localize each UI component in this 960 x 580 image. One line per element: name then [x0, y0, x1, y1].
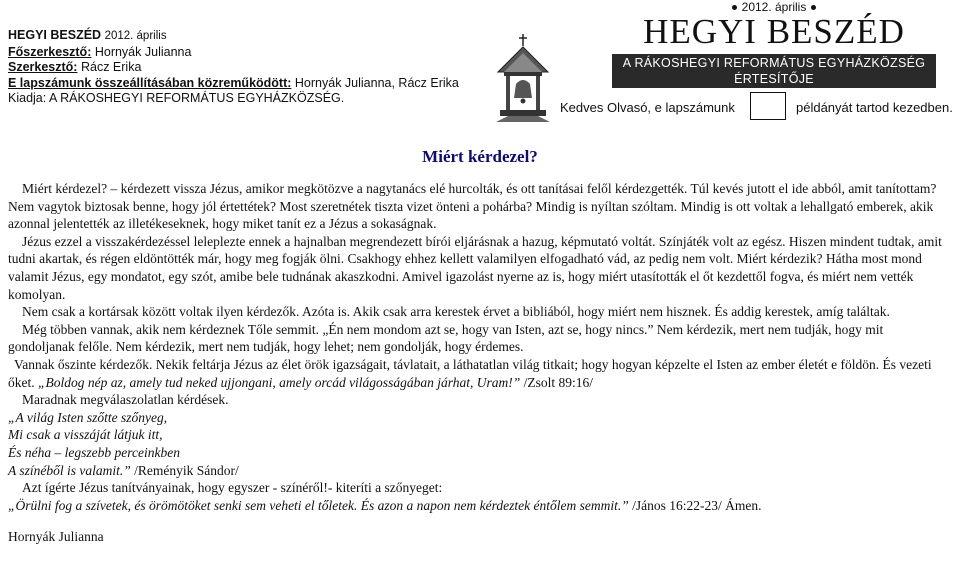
article-heading: Miért kérdezel?	[422, 147, 538, 166]
bullet-icon	[811, 5, 816, 10]
poem-line: Mi csak a visszáját látjuk itt,	[8, 427, 163, 443]
masthead-contributors: E lapszámunk összeállításában közreműködött: Hornyák Julianna, Rácz Erika	[8, 75, 459, 90]
poem	[8, 409, 952, 479]
bullet-icon	[732, 5, 737, 10]
poem-line: És néha – legszebb perceinkben	[8, 444, 180, 460]
paragraph: Még többen vannak, akik nem kérdeznek Tőle semmit. „Én nem mondom azt se, hogy van Isten, azt se, hogy nincs.” Nem kérdezik, mert nem tudják, hogy mit gondoljanak felőle. Nem kérdezik, mert nem tudják, hogy lehet; nem gondolják, hogy érdemes.	[8, 321, 884, 355]
signature: Hornyák Julianna	[8, 529, 104, 545]
masthead-title: HEGYI BESZÉD 2012. április	[8, 28, 167, 42]
greeting-right: példányát tartod kezedben.	[796, 100, 953, 115]
paragraph	[8, 497, 952, 515]
paragraph: Azt ígérte Jézus tanítványainak, hogy egyszer - színéről!- kiteríti a szőnyeget:	[22, 480, 443, 496]
issue-number-box	[750, 92, 786, 120]
newsletter-subtitle-bar: A RÁKOSHEGYI REFORMÁTUS EGYHÁZKÖZSÉG ÉRTESÍTŐJE	[612, 54, 936, 88]
newsletter-title: HEGYI BESZÉD	[643, 12, 905, 51]
bible-reference: /Zsolt 89:16/	[520, 374, 593, 390]
masthead-publisher: Kiadja: A RÁKOSHEGYI REFORMÁTUS EGYHÁZKÖZSÉG.	[8, 91, 345, 105]
masthead-sub-editor: Szerkesztő: Rácz Erika	[8, 60, 142, 74]
bible-reference: /János 16:22-23/ Ámen.	[628, 497, 762, 513]
header-date: 2012. április	[612, 0, 936, 14]
article-body	[8, 180, 952, 546]
paragraph: Maradnak megválaszolatlan kérdések.	[22, 392, 229, 408]
greeting-left: Kedves Olvasó, e lapszámunk	[560, 100, 735, 115]
poem-author: /Reményik Sándor/	[130, 462, 239, 478]
poem-last-line: A színéből is valamit.” /Reményik Sándor/	[8, 462, 239, 478]
reader-greeting	[560, 92, 960, 122]
bible-quote: „Boldog nép az, amely tud neked ujjongani, amely orcád világosságában járhat, Uram!”	[38, 374, 521, 390]
masthead-date: 2012. április	[104, 30, 167, 42]
paragraph: Vannak őszinte kérdezők. Nekik feltárja Jézus az élet örök igazságait, távlatait, a láthatatlan világ titkait; hogy hogyan képzelte el Isten az ember életét e földön. És vezeti őket. „Boldog nép az, amely tud neked ujjongani, amely orcád világosságában járhat, Uram!” /Zsolt 89:16/	[8, 356, 932, 390]
masthead-editor: Főszerkesztő: Hornyák Julianna	[8, 44, 192, 59]
poem-line: „A világ Isten szőtte szőnyeg,	[8, 409, 168, 425]
paragraph: Miért kérdezel? – kérdezett vissza Jézus, amikor megkötözve a nagytanács elé hurcolták, és ott tanításai felől kérdezgették. Túl kevés jutott el ide abból, amit tanítottam? Nem vagytok biztosak benne, hogy jól értettétek? Most szeretnétek tiszta vizet önteni a pohárba? Mindig is nyíltan szóltam. Mindig is ott voltak a lehallgató emberek, akik azonnal jelentették az illetékeseknek, hogy miket tanít ez a Jézus a sokaságnak.	[8, 181, 937, 232]
paragraph: Nem csak a kortársak között voltak ilyen kérdezők. Azóta is. Akik csak arra kerestek érvet a bibliából, hogy miért nem hisznek. És addig kerestek, amíg találtak.	[22, 304, 890, 320]
bell-tower-icon	[494, 32, 552, 124]
masthead	[8, 28, 459, 107]
bible-quote: „Örülni fog a szívetek, és örömötöket senki sem veheti el tőletek. És azon a napon nem kérdeztek éntőlem semmit.”	[8, 497, 629, 513]
paragraph: Jézus ezzel a visszakérdezéssel leleplezte ennek a hajnalban megrendezett bírói eljárásnak a hazug, képmutató voltát. Színjáték volt az egész. Hiszen mindent tudtak, amit tudni akartak, és régen eldöntötték már, hogy meg fogják ölni. Csakhogy ehhez kellett valamilyen elfogadható vád, az pedig nem volt. Miért kérdezik? Hátha most mond valamit Jézus, egy mondatot, egy szót, amibe bele tudnának akaszkodni. Amivel igazolást nyerne az is, hogy miért utasították el őt kezdettől fogva, és miért nem vették komolyan.	[8, 233, 942, 302]
